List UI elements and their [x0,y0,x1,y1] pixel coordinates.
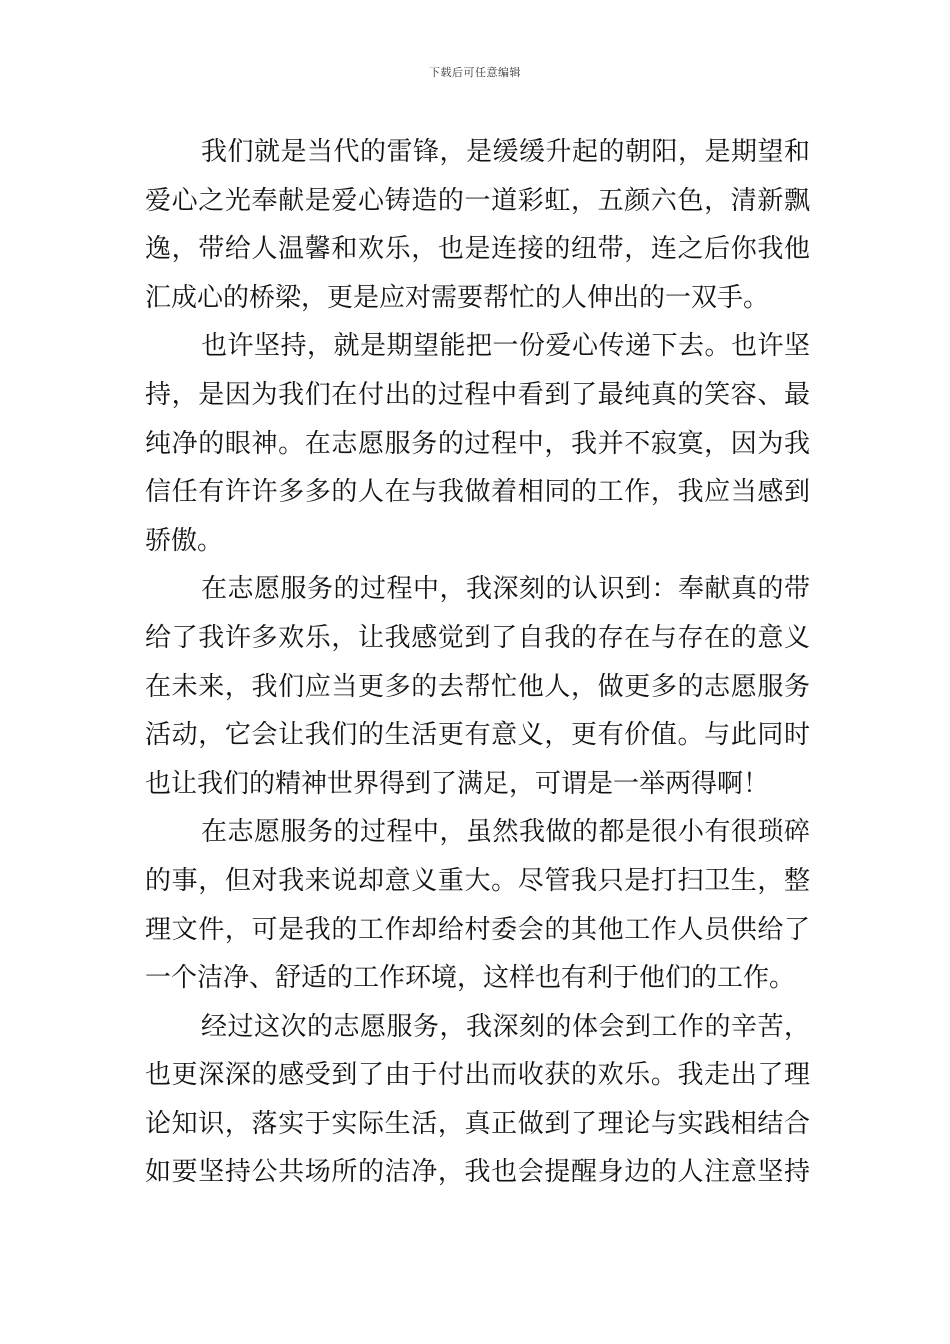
text-line: 在志愿服务的过程中，我深刻的认识到：奉献真的带 [201,574,810,605]
body-text [145,128,810,1197]
text-line: 一个洁净、舒适的工作环境，这样也有利于他们的工作。 [145,963,796,994]
text-line: 也许坚持，就是期望能把一份爱心传递下去。也许坚 [201,331,810,362]
text-line: 持，是因为我们在付出的过程中看到了最纯真的笑容、最 [145,379,810,410]
text-line: 给了我许多欢乐，让我感觉到了自我的存在与存在的意义 [145,622,810,653]
text-line: 如要坚持公共场所的洁净，我也会提醒身边的人注意坚持 [145,1157,810,1188]
text-line: 论知识，落实于实际生活，真正做到了理论与实践相结合 [145,1108,810,1139]
text-line: 在志愿服务的过程中，虽然我做的都是很小有很琐碎 [201,817,810,848]
text-line: 骄傲。 [145,525,224,556]
text-line: 爱心之光奉献是爱心铸造的一道彩虹，五颜六色，清新飘 [145,185,810,216]
text-line: 理文件，可是我的工作却给村委会的其他工作人员供给了 [145,914,810,945]
text-line: 的事，但对我来说却意义重大。尽管我只是打扫卫生，整 [145,865,810,896]
text-line: 信任有许许多多的人在与我做着相同的工作，我应当感到 [145,477,810,508]
text-line: 也更深深的感受到了由于付出而收获的欢乐。我走出了理 [145,1060,810,1091]
text-line: 活动，它会让我们的生活更有意义，更有价值。与此同时 [145,720,810,751]
text-line: 我们就是当代的雷锋，是缓缓升起的朝阳，是期望和 [201,137,810,167]
text-line: 逸，带给人温馨和欢乐，也是连接的纽带，连之后你我他 [145,234,810,265]
text-line: 汇成心的桥梁，更是应对需要帮忙的人伸出的一双手。 [145,282,770,313]
page-header: 下载后可任意编辑 [429,66,521,79]
text-line: 经过这次的志愿服务，我深刻的体会到工作的辛苦， [201,1011,810,1042]
text-line: 纯净的眼神。在志愿服务的过程中，我并不寂寞，因为我 [145,428,810,459]
text-line: 在未来，我们应当更多的去帮忙他人，做更多的志愿服务 [145,671,810,702]
text-line: 也让我们的精神世界得到了满足，可谓是一举两得啊！ [145,768,770,799]
